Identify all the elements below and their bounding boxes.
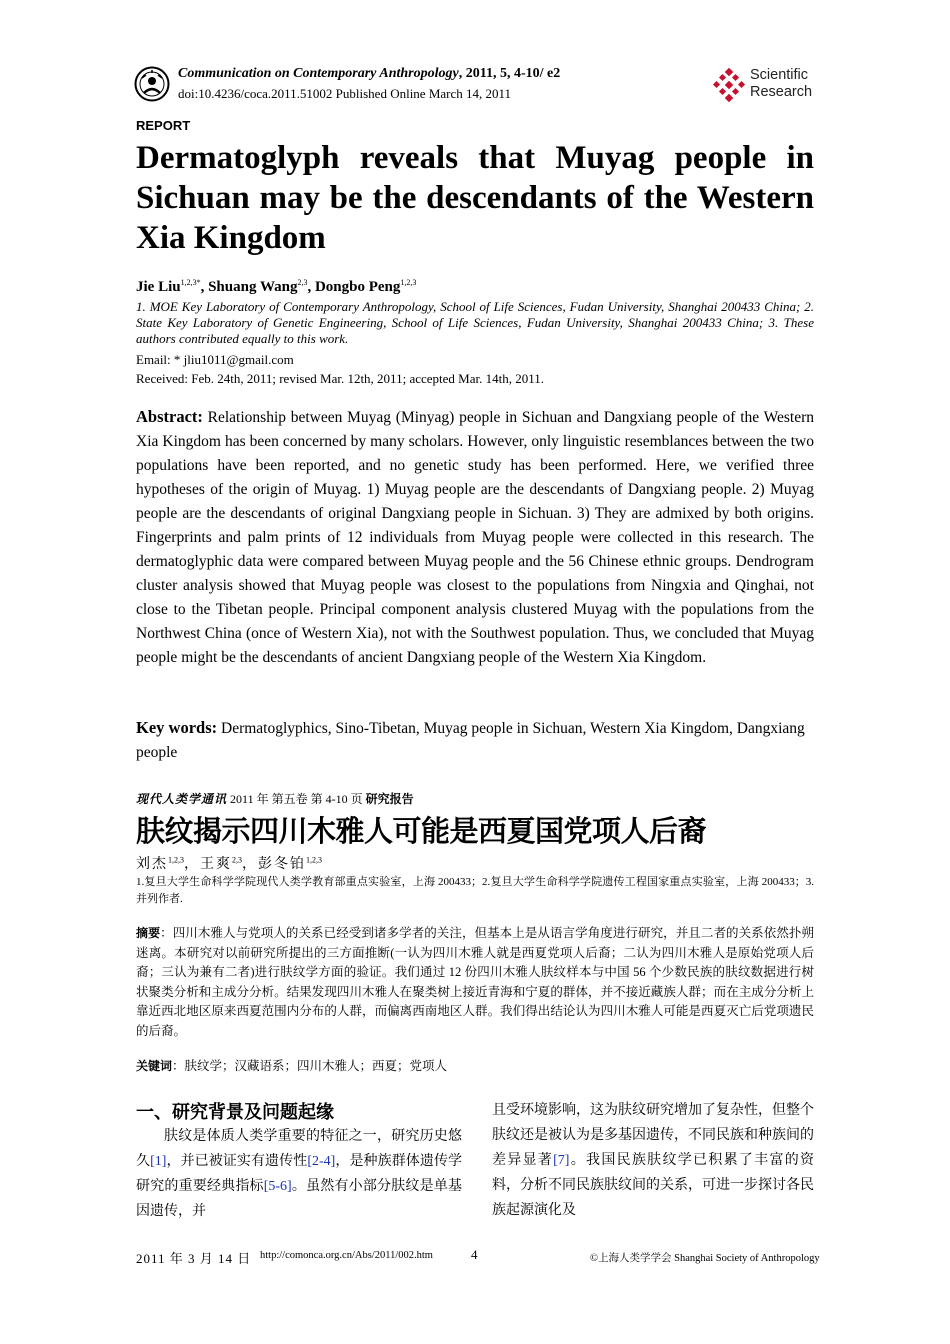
author-name: Dongbo Peng	[314, 279, 401, 295]
body-text: 。虽然有小部分肤纹是单基因遗传，并	[136, 1179, 463, 1219]
received-dates: Received: Feb. 24th, 2011; revised Mar. 12th, 2011; accepted Mar. 14th, 2011.	[136, 371, 544, 386]
affiliations: 1. MOE Key Laboratory of Contemporary Anthropology, School of Life Sciences, Fudan University, Shanghai 200433 China; 2. State Key Laboratory of Genetic Engineering, School of Life Sciences, Fudan University, Shanghai 200433 China; 3. These authors contributed equally to this work.	[136, 299, 814, 346]
keywords-label: Key words:	[136, 718, 218, 737]
body-text: 且受环境影响，这为肤纹研究增加了复杂性，但整个肤纹还是被认为是多基因遗传，不同民族和种族间的差异显著	[492, 1103, 814, 1168]
cn-article-title: 肤纹揭示四川木雅人可能是西夏国党项人后裔	[136, 814, 707, 848]
doi-line: doi:10.4236/coca.2011.51002 Published Online March 14, 2011	[178, 86, 512, 101]
cn-journal-meta: 2011 年 第五卷 第 4-10 页	[227, 792, 366, 806]
body-column-right	[492, 1098, 814, 1223]
author-name: Jie Liu	[136, 279, 181, 295]
author-list	[136, 278, 416, 296]
citation-link[interactable]: [1]	[150, 1154, 167, 1169]
email-line: Email: * jliu1011@gmail.com	[136, 352, 294, 367]
cn-keywords	[136, 1057, 447, 1076]
body-text: 。我国民族肤纹学已积累了丰富的资料，分析不同民族肤纹间的关系，可进一步探讨各民族起源演化及	[492, 1153, 815, 1218]
journal-citation	[178, 66, 560, 82]
cn-abstract-text: ：四川木雅人与党项人的关系已经受到诸多学者的关注，但基本上是从语言学角度进行研究，并且二者的关系依然扑朔迷离。本研究对以前研究所提出的三方面推断(一认为四川木雅人就是西夏党项人后裔；二认为四川木雅人是原始党项人后裔；三认为兼有二者)进行肤纹学方面的验证。我们通过 12 份四川木雅人肤纹样本与中国 56 个少数民族的肤纹数据进行树状聚类分析和主成分分析。结果发现四川木雅人在聚类树上接近青海和宁夏的群体，并不接近藏族人群；而在主成分分析上靠近西北地区原来西夏范围内分布的人群，而偏离西南地区人群。我们得出结论认为四川木雅人可能是西夏灭亡后党项遗民的后裔。	[136, 926, 814, 1038]
cn-author-name: 刘杰	[136, 857, 168, 872]
cn-author-separator: ，	[184, 857, 200, 872]
author-separator: ,	[200, 279, 209, 295]
keywords-text: Dermatoglyphics, Sino-Tibetan, Muyag people in Sichuan, Western Xia Kingdom, Dangxiang people	[136, 720, 805, 761]
article-type-label: REPORT	[136, 118, 191, 133]
cn-author-name: 王爽	[200, 857, 232, 872]
body-text: ，是种族群体遗传学研究的重要经典指标	[136, 1154, 463, 1194]
journal-name: Communication on Contemporary Anthropology	[178, 66, 459, 81]
footer-copyright: ©上海人类学学会 Shanghai Society of Anthropology	[590, 1253, 820, 1264]
citation-link[interactable]: [2-4]	[307, 1154, 336, 1169]
author-name: Shuang Wang	[208, 279, 298, 295]
publisher-line-1: Scientific	[750, 67, 809, 83]
body-text: ，并已被证实有遗传性	[166, 1154, 308, 1169]
cn-abstract-label: 摘要	[136, 926, 161, 940]
publisher-name	[750, 67, 812, 101]
publisher-line-2: Research	[750, 84, 813, 100]
author-separator: ,	[307, 279, 315, 295]
footer-url[interactable]: http://comonca.org.cn/Abs/2011/002.htm	[260, 1250, 433, 1261]
cn-author-list	[136, 853, 322, 873]
scientific-research-logo-icon	[712, 68, 746, 102]
cn-journal-line	[136, 790, 414, 807]
keywords	[136, 716, 814, 765]
section-heading: 一、研究背景及问题起缘	[136, 1102, 334, 1123]
body-text: 肤纹是体质人类学重要的特征之一，研究历史悠久	[136, 1129, 462, 1169]
author-affiliation-marks: 1,2,3	[400, 278, 417, 287]
citation-link[interactable]: [5-6]	[263, 1179, 292, 1194]
body-column-left	[136, 1124, 462, 1224]
cn-author-marks: 1,2,3	[168, 855, 184, 865]
cn-author-separator: ，	[242, 857, 258, 872]
journal-issue: , 2011, 5, 4-10/ e2	[458, 66, 561, 81]
footer-date: 2011 年 3 月 14 日	[136, 1251, 252, 1266]
cn-author-marks: 2,3	[232, 855, 242, 865]
citation-link[interactable]: [7]	[553, 1153, 570, 1168]
cn-author-marks: 1,2,3	[306, 855, 322, 865]
article-title: Dermatoglyph reveals that Muyag people in Sichuan may be the descendants of the Western Xia Kingdom	[136, 140, 814, 256]
abstract	[136, 405, 814, 670]
cn-report-label: 研究报告	[365, 792, 414, 806]
cn-affiliations: 1.复旦大学生命科学学院现代人类学教育部重点实验室，上海 200433；2.复旦大学生命科学学院遗传工程国家重点实验室，上海 200433；3.并列作者.	[136, 876, 814, 905]
cn-abstract	[136, 924, 814, 1041]
author-affiliation-marks: 2,3	[297, 278, 308, 287]
cn-author-name: 彭冬铂	[258, 857, 306, 872]
abstract-text: Relationship between Muyag (Minyag) people in Sichuan and Dangxiang people of the Western Xia Kingdom has been concerned by many scholars. However, only linguistic resemblances between the two populations have been reported, and no genetic study has been performed. Here, we verified three hypotheses of the origin of Muyag. 1) Muyag people are the descendants of Dangxiang people. 2) Muyag people are the descendants of original Dangxiang people in Sichuan. 3) They are admixed by both origins. Fingerprints and palm prints of 12 individuals from Muyag people were collected in this research. The dermatoglyphic data were compared between Muyag people and the 56 Chinese ethnic groups. Dendrogram cluster analysis showed that Muyag people was closest to the populations from Ningxia and Qinghai, not close to the Tibetan people. Principal component analysis clustered Muyag with the populations from the Northwest China (once of Western Xia), not with the Southwest population. Thus, we concluded that Muyag people might be the descendants of ancient Dangxiang people of the Western Xia Kingdom.	[136, 409, 814, 666]
journal-logo-icon	[134, 66, 170, 102]
author-affiliation-marks: 1,2,3*	[180, 278, 201, 287]
page-number: 4	[471, 1247, 478, 1262]
cn-journal-name: 现代人类学通讯	[136, 792, 228, 806]
cn-keywords-label: 关键词	[136, 1059, 173, 1073]
abstract-label: Abstract:	[136, 407, 203, 426]
cn-keywords-text: ：肤纹学；汉藏语系；四川木雅人；西夏；党项人	[172, 1059, 448, 1073]
